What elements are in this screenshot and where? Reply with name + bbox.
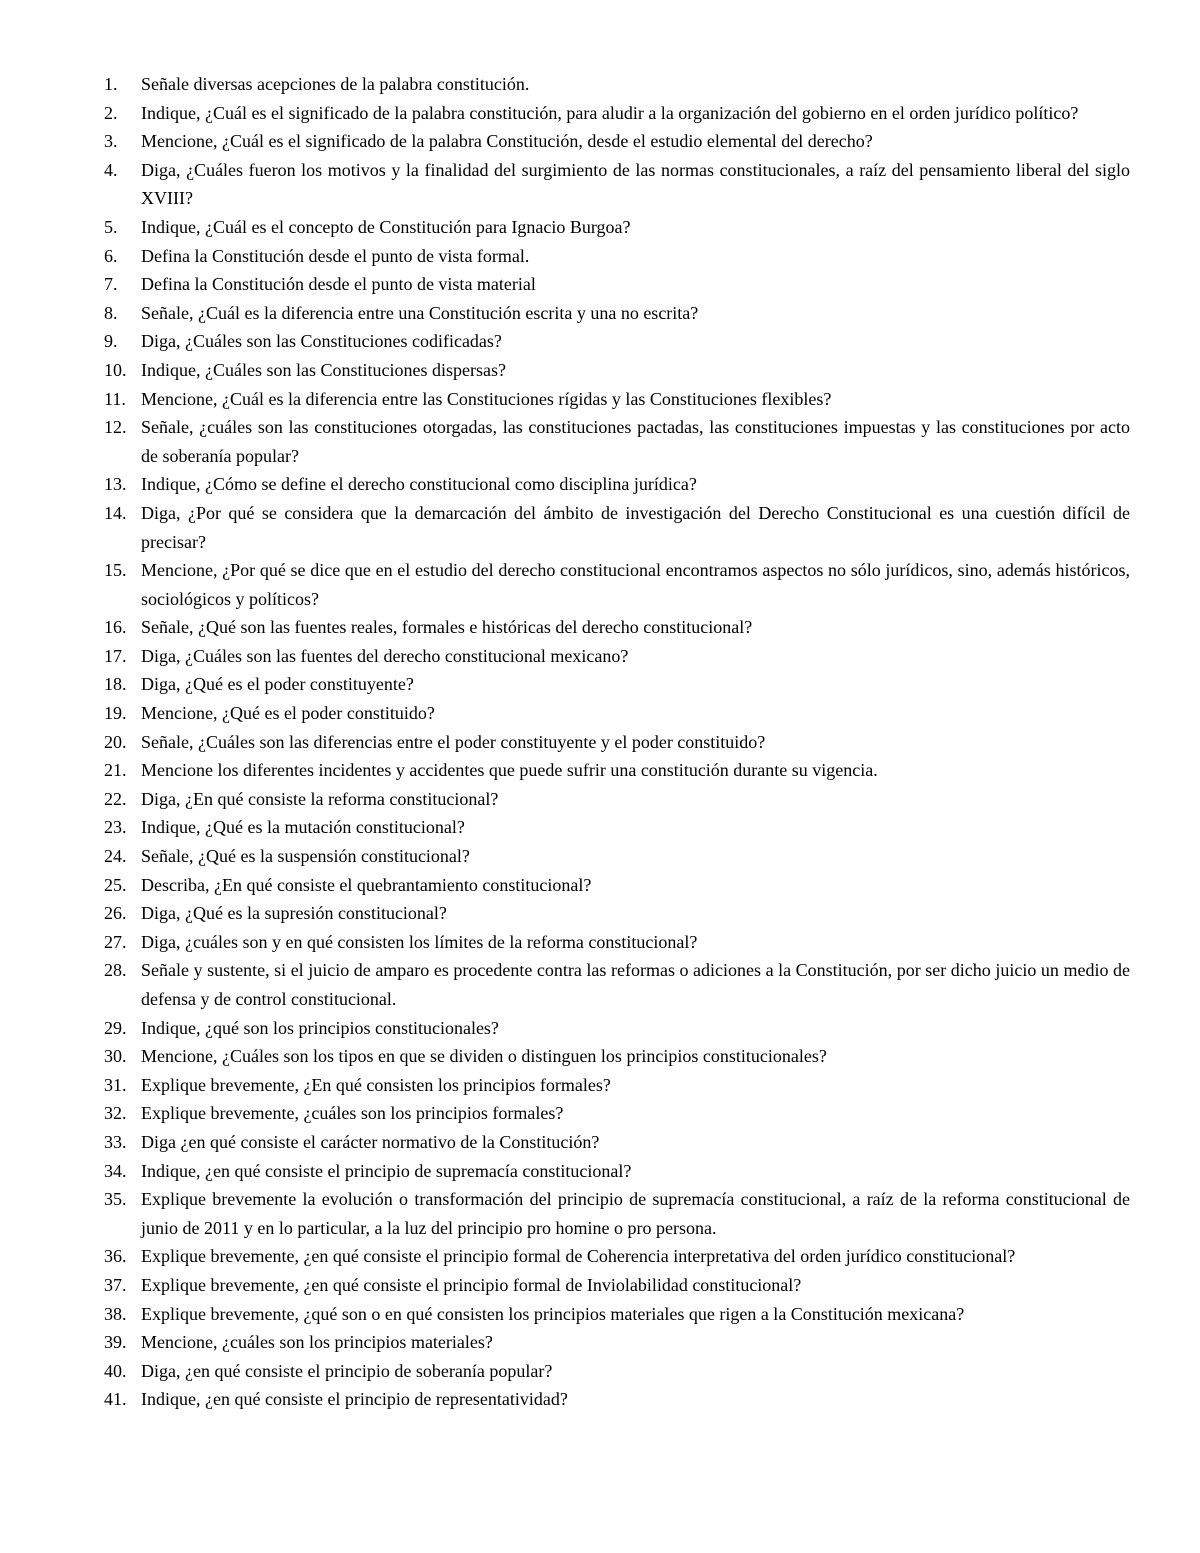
- question-number: 6.: [104, 245, 118, 266]
- question-item: [104, 413, 1130, 470]
- question-item: [104, 499, 1130, 556]
- question-item: [104, 670, 1130, 699]
- question-item: [104, 356, 1130, 385]
- question-item: [104, 1357, 1130, 1386]
- question-text: Describa, ¿En qué consiste el quebrantamiento constitucional?: [141, 874, 592, 895]
- question-item: [104, 1300, 1130, 1329]
- question-item: [104, 1042, 1130, 1071]
- question-text: Explique brevemente la evolución o transformación del principio de supremacía constitucional, a raíz de la reforma constitucional de junio de 2011 y en lo particular, a la luz del principio pro homine o pro persona.: [141, 1189, 1130, 1238]
- question-text: Diga, ¿Cuáles son las Constituciones codificadas?: [141, 331, 502, 352]
- question-number: 7.: [104, 274, 118, 295]
- question-item: [104, 642, 1130, 671]
- question-text: Mencione, ¿Por qué se dice que en el estudio del derecho constitucional encontramos aspectos no sólo jurídicos, sino, además históricos, sociológicos y políticos?: [141, 560, 1130, 609]
- question-text: Señale, ¿cuáles son las constituciones otorgadas, las constituciones pactadas, las constituciones impuestas y las constituciones por acto de soberanía popular?: [141, 417, 1130, 466]
- question-text: Mencione, ¿Cuáles son los tipos en que se dividen o distinguen los principios constitucionales?: [141, 1046, 827, 1067]
- question-text: Diga, ¿Por qué se considera que la demarcación del ámbito de investigación del Derecho Constitucional es una cuestión difícil de precisar?: [141, 502, 1130, 552]
- question-number: 26.: [104, 903, 127, 924]
- question-item: [104, 470, 1130, 499]
- question-text: Explique brevemente, ¿cuáles son los principios formales?: [141, 1103, 564, 1124]
- question-text: Señale, ¿Qué son las fuentes reales, formales e históricas del derecho constitucional?: [141, 617, 753, 638]
- question-number: 23.: [104, 817, 127, 838]
- question-number: 5.: [104, 216, 118, 237]
- question-text: Indique, ¿en qué consiste el principio de supremacía constitucional?: [141, 1160, 632, 1181]
- question-text: Indique, ¿qué son los principios constitucionales?: [141, 1017, 499, 1038]
- question-number: 14.: [104, 502, 127, 523]
- question-text: Mencione, ¿cuáles son los principios materiales?: [141, 1332, 493, 1353]
- question-number: 38.: [104, 1303, 127, 1324]
- question-item: [104, 1157, 1130, 1186]
- question-number: 15.: [104, 560, 127, 581]
- question-number: 28.: [104, 960, 127, 981]
- question-item: [104, 1242, 1130, 1271]
- question-item: [104, 842, 1130, 871]
- question-text: Defina la Constitución desde el punto de vista formal.: [141, 245, 530, 266]
- question-item: [104, 1128, 1130, 1157]
- question-text: Explique brevemente, ¿En qué consisten los principios formales?: [141, 1074, 611, 1095]
- question-text: Señale, ¿Cuáles son las diferencias entre el poder constituyente y el poder constituido?: [141, 731, 766, 752]
- question-text: Explique brevemente, ¿en qué consiste el principio formal de Inviolabilidad constitucional?: [141, 1274, 802, 1295]
- question-text: Explique brevemente, ¿en qué consiste el principio formal de Coherencia interpretativa del orden jurídico constitucional?: [141, 1246, 1016, 1267]
- question-number: 13.: [104, 474, 127, 495]
- question-text: Diga, ¿Cuáles son las fuentes del derecho constitucional mexicano?: [141, 645, 629, 666]
- question-number: 34.: [104, 1160, 127, 1181]
- question-number: 10.: [104, 359, 127, 380]
- question-number: 4.: [104, 159, 118, 180]
- question-item: [104, 70, 1130, 99]
- question-text: Mencione los diferentes incidentes y accidentes que puede sufrir una constitución durante su vigencia.: [141, 760, 878, 781]
- question-number: 36.: [104, 1246, 127, 1267]
- question-number: 9.: [104, 331, 118, 352]
- question-number: 17.: [104, 645, 127, 666]
- question-item: [104, 1271, 1130, 1300]
- question-number: 12.: [104, 417, 127, 438]
- question-number: 3.: [104, 131, 118, 152]
- question-text: Señale, ¿Qué es la suspensión constitucional?: [141, 846, 470, 867]
- question-item: [104, 127, 1130, 156]
- question-text: Indique, ¿Cuáles son las Constituciones dispersas?: [141, 359, 506, 380]
- question-text: Indique, ¿Qué es la mutación constitucional?: [141, 817, 465, 838]
- question-text: Diga, ¿Cuáles fueron los motivos y la finalidad del surgimiento de las normas constitucionales, a raíz del pensamiento liberal del siglo XVIII?: [141, 159, 1130, 209]
- question-number: 18.: [104, 674, 127, 695]
- question-item: [104, 1385, 1130, 1414]
- question-number: 20.: [104, 731, 127, 752]
- question-number: 41.: [104, 1389, 127, 1410]
- question-number: 19.: [104, 703, 127, 724]
- question-item: [104, 242, 1130, 271]
- question-number: 33.: [104, 1131, 127, 1152]
- question-text: Señale diversas acepciones de la palabra constitución.: [141, 74, 530, 94]
- question-number: 30.: [104, 1046, 127, 1067]
- question-text: Señale, ¿Cuál es la diferencia entre una Constitución escrita y una no escrita?: [141, 302, 699, 323]
- question-number: 29.: [104, 1017, 127, 1038]
- question-item: [104, 613, 1130, 642]
- question-number: 2.: [104, 102, 118, 123]
- question-number: 22.: [104, 788, 127, 809]
- question-item: [104, 327, 1130, 356]
- question-text: Defina la Constitución desde el punto de vista material: [141, 274, 536, 295]
- question-item: [104, 813, 1130, 842]
- question-item: [104, 1099, 1130, 1128]
- question-item: [104, 270, 1130, 299]
- question-list: [104, 70, 1130, 1414]
- question-item: [104, 871, 1130, 900]
- question-text: Señale y sustente, si el juicio de amparo es procedente contra las reformas o adiciones a la Constitución, por ser dicho juicio un medio de defensa y de control constitucional.: [141, 960, 1130, 1009]
- question-text: Indique, ¿Cómo se define el derecho constitucional como disciplina jurídica?: [141, 474, 697, 495]
- question-number: 16.: [104, 617, 127, 638]
- question-item: [104, 213, 1130, 242]
- question-item: [104, 699, 1130, 728]
- question-item: [104, 299, 1130, 328]
- question-item: [104, 1185, 1130, 1242]
- question-number: 35.: [104, 1189, 127, 1210]
- question-item: [104, 1328, 1130, 1357]
- question-number: 40.: [104, 1360, 127, 1381]
- question-text: Diga ¿en qué consiste el carácter normativo de la Constitución?: [141, 1131, 600, 1152]
- question-number: 27.: [104, 931, 127, 952]
- question-item: [104, 956, 1130, 1013]
- question-text: Diga, ¿Qué es la supresión constitucional?: [141, 903, 447, 924]
- question-text: Diga, ¿En qué consiste la reforma constitucional?: [141, 788, 499, 809]
- question-item: [104, 1071, 1130, 1100]
- question-item: [104, 99, 1130, 128]
- question-item: [104, 385, 1130, 414]
- question-number: 1.: [104, 74, 118, 94]
- question-number: 11.: [104, 388, 126, 409]
- question-text: Diga, ¿cuáles son y en qué consisten los límites de la reforma constitucional?: [141, 931, 698, 952]
- question-text: Indique, ¿en qué consiste el principio de representatividad?: [141, 1389, 568, 1410]
- question-text: Mencione, ¿Qué es el poder constituido?: [141, 703, 435, 724]
- question-number: 31.: [104, 1074, 127, 1095]
- question-item: [104, 728, 1130, 757]
- question-item: [104, 556, 1130, 613]
- question-text: Mencione, ¿Cuál es el significado de la palabra Constitución, desde el estudio elemental del derecho?: [141, 131, 873, 152]
- question-number: 8.: [104, 302, 118, 323]
- question-text: Indique, ¿Cuál es el significado de la palabra constitución, para aludir a la organización del gobierno en el orden jurídico político?: [141, 102, 1079, 123]
- question-number: 32.: [104, 1103, 127, 1124]
- question-text: Explique brevemente, ¿qué son o en qué consisten los principios materiales que rigen a la Constitución mexicana?: [141, 1303, 965, 1324]
- question-number: 39.: [104, 1332, 127, 1353]
- question-number: 25.: [104, 874, 127, 895]
- question-text: Diga, ¿Qué es el poder constituyente?: [141, 674, 414, 695]
- question-item: [104, 785, 1130, 814]
- question-number: 24.: [104, 846, 127, 867]
- question-item: [104, 899, 1130, 928]
- question-item: [104, 156, 1130, 213]
- question-item: [104, 756, 1130, 785]
- question-number: 37.: [104, 1274, 127, 1295]
- question-item: [104, 1014, 1130, 1043]
- question-text: Indique, ¿Cuál es el concepto de Constitución para Ignacio Burgoa?: [141, 216, 631, 237]
- question-text: Mencione, ¿Cuál es la diferencia entre las Constituciones rígidas y las Constituciones flexibles?: [141, 388, 832, 409]
- question-number: 21.: [104, 760, 127, 781]
- question-item: [104, 928, 1130, 957]
- question-text: Diga, ¿en qué consiste el principio de soberanía popular?: [141, 1360, 553, 1381]
